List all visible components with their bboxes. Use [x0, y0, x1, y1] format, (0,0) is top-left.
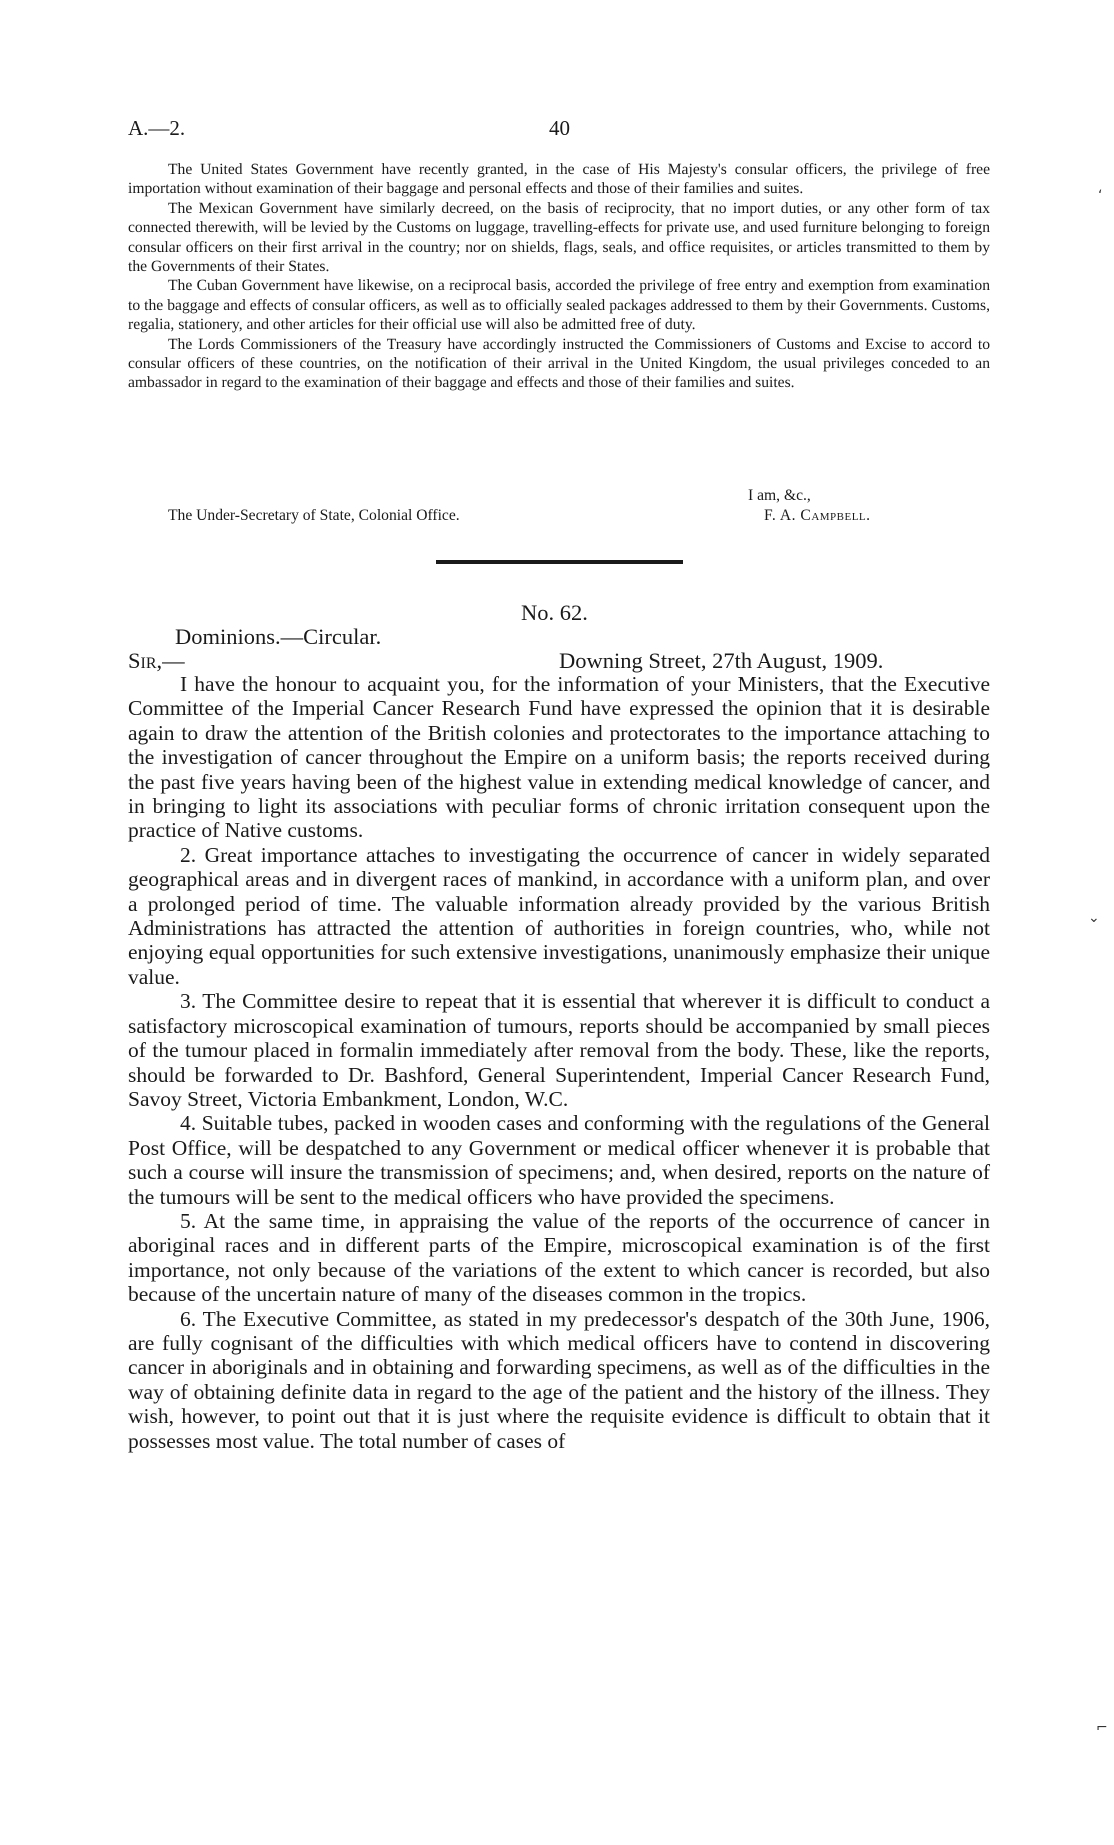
document-reference: A.—2. — [128, 116, 186, 140]
scan-mark: ⌄ — [1088, 910, 1100, 926]
scan-mark: ⌐ — [1096, 1720, 1108, 1736]
letter-recipient: The Under-Secretary of State, Colonial Office. — [168, 507, 460, 524]
despatch-dateline: Downing Street, 27th August, 1909. — [559, 648, 884, 673]
despatch-paragraph: 5. At the same time, in appraising the value of the reports of the occurrence of cancer in aboriginal races and in different parts of the Empire, microscopical examination is of the first importance, not only because of the variations of the extent to which cancer is recorded, but also because of the uncertain nature of many of the diseases common in the tropics. — [128, 1208, 990, 1307]
despatch-paragraph: 4. Suitable tubes, packed in wooden cases and conforming with the regulations of the General Post Office, will be despatched to any Government or medical officer whenever it is probable that such a course will insure the transmission of specimens; and, when desired, reports on the nature of the tumours will be sent to the medical officers who have provided the specimens. — [128, 1111, 990, 1209]
despatch-series: Dominions.—Circular. — [175, 624, 382, 649]
letter-body — [128, 160, 990, 393]
despatch-body — [128, 672, 990, 1453]
letter-paragraph: The Mexican Government have similarly decreed, on the basis of reciprocity, that no import duties, or any other form of tax connected therewith, will be levied by the Customs on luggage, travelling-effects for private use, and used furniture belonging to foreign consular officers on their first arrival in the country; nor on shields, flags, seals, and office requisites, or articles transmitted to them by the Governments of their States. — [128, 199, 990, 276]
section-divider — [436, 560, 683, 564]
despatch-number: No. 62. — [521, 600, 588, 625]
despatch-salutation — [128, 648, 185, 674]
letter-signature: F. A. Campbell. — [764, 507, 871, 524]
salutation-text: Sir,— — [128, 648, 185, 673]
despatch-paragraph: I have the honour to acquaint you, for the information of your Ministers, that the Executive Committee of the Imperial Cancer Research Fund have expressed the opinion that it is desirable again to draw the attention of the British colonies and protectorates to the importance attaching to the investigation of cancer throughout the Empire on a uniform basis; the reports received during the past five years having been of the highest value in extending medical knowledge of cancer, and in bringing to light its associations with peculiar forms of chronic irritation consequent upon the practice of Native customs. — [128, 672, 990, 843]
despatch-paragraph: 3. The Committee desire to repeat that it is essential that wherever it is difficult to conduct a satisfactory microscopical examination of tumours, reports should be accompanied by small pieces of the tumour placed in formalin immediately after removal from the body. These, like the reports, should be forwarded to Dr. Bashford, General Superintendent, Imperial Cancer Research Fund, Savoy Street, Victoria Embankment, London, W.C. — [128, 989, 990, 1111]
letter-paragraph: The Lords Commissioners of the Treasury have accordingly instructed the Commissioners of Customs and Excise to accord to consular officers of these countries, on the notification of their arrival in the United Kingdom, the usual privileges conceded to an ambassador in regard to the examination of their baggage and effects and those of their families and suites. — [128, 335, 990, 392]
letter-closing: I am, &c., — [748, 487, 811, 504]
letter-paragraph: The United States Government have recently granted, in the case of His Majesty's consular officers, the privilege of free importation without examination of their baggage and personal effects and those of their families and suites. — [128, 161, 990, 198]
letter-paragraph: The Cuban Government have likewise, on a reciprocal basis, accorded the privilege of free entry and exemption from examination to the baggage and effects of consular officers, as well as to officially sealed packages addressed to them by their Governments. Customs, regalia, stationery, and other articles for their official use will also be admitted free of duty. — [128, 277, 990, 334]
despatch-paragraph: 2. Great importance attaches to investigating the occurrence of cancer in widely separated geographical areas and in divergent races of mankind, in accordance with a uniform plan, and over a prolonged period of time. The valuable information already provided by the various British Administrations has attracted the attention of authorities in foreign countries, who, while not enjoying equal opportunities for such extensive investigations, unanimously emphasize their unique value. — [128, 842, 990, 989]
despatch-paragraph: 6. The Executive Committee, as stated in my predecessor's despatch of the 30th June, 1906, are fully cognisant of the difficulties with which medical officers have to contend in discovering cancer in aboriginals and in obtaining and forwarding specimens, as well as of the difficulties in the way of obtaining definite data in regard to the age of the patient and the history of the illness. They wish, however, to point out that it is just where the requisite evidence is difficult to obtain that it possesses most value. The total number of cases of — [128, 1306, 990, 1453]
scan-mark: ‘ — [1098, 188, 1103, 204]
page-number: 40 — [549, 116, 570, 140]
